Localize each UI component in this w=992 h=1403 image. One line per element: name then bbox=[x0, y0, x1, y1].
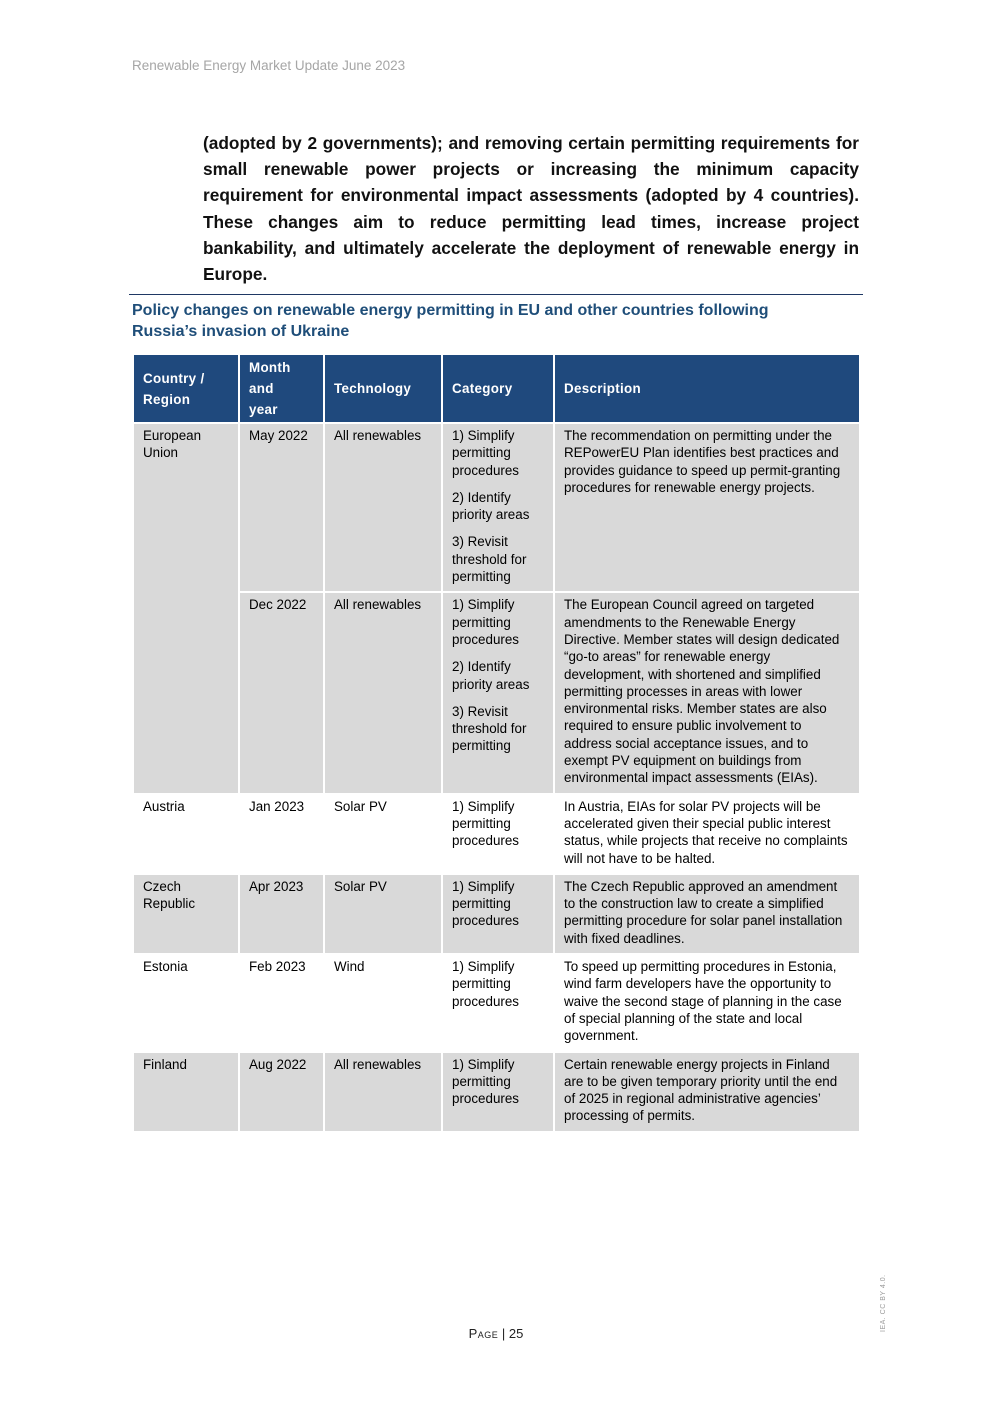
cell-technology: All renewables bbox=[324, 1052, 442, 1132]
header-month-line: Month bbox=[249, 360, 291, 375]
cell-country: Czech Republic bbox=[133, 874, 239, 954]
caption-line-2: Russia’s invasion of Ukraine bbox=[132, 323, 350, 340]
page-label: Page bbox=[468, 1326, 499, 1341]
header-month-line: and bbox=[249, 381, 274, 396]
category-item: 1) Simplify permitting procedures bbox=[452, 878, 519, 929]
header-country-line: Region bbox=[143, 391, 191, 407]
cell-category bbox=[442, 954, 554, 1051]
license-text: IEA. CC BY 4.0. bbox=[880, 1274, 887, 1332]
cell-description: Certain renewable energy projects in Finland are to be given temporary priority until the end of 2025 in regional administrative agencies’ processing of permits. bbox=[554, 1052, 860, 1132]
category-item: 1) Simplify permitting procedures bbox=[452, 428, 519, 478]
header-country bbox=[133, 355, 239, 423]
table-header-row bbox=[133, 355, 860, 423]
table-row bbox=[133, 874, 860, 954]
cell-technology: All renewables bbox=[324, 423, 442, 592]
cell-description: In Austria, EIAs for solar PV projects will be accelerated given their special public interest status, while projects that receive no complaints will not have to be halted. bbox=[554, 794, 860, 874]
category-item: 2) Identify priority areas bbox=[452, 489, 530, 523]
category-item: 1) Simplify permitting procedures bbox=[452, 959, 519, 1009]
cell-category bbox=[442, 874, 554, 954]
caption-line-1: Policy changes on renewable energy permitting in EU and other countries following bbox=[132, 302, 769, 319]
cell-description: The European Council agreed on targeted amendments to the Renewable Energy Directive. Member states will design dedicated “go-to areas” for renewable energy development, with shortened and simplified permitting processes in areas with lower environmental risks. Member states are also required to ensure public involvement to address social acceptance issues, and to exempt PV equipment on buildings from environmental impact assessments (EIAs). bbox=[554, 592, 860, 793]
table-row bbox=[133, 794, 860, 874]
header-category: Category bbox=[442, 355, 554, 423]
page-separator: | bbox=[498, 1326, 509, 1341]
cell-date: Apr 2023 bbox=[239, 874, 324, 954]
header-month-line: year bbox=[249, 402, 278, 417]
cell-country: Austria bbox=[133, 794, 239, 874]
table-row bbox=[133, 592, 860, 793]
header-technology: Technology bbox=[324, 355, 442, 423]
category-item: 1) Simplify permitting procedures bbox=[452, 798, 519, 849]
cell-country: Finland bbox=[133, 1052, 239, 1132]
caption-rule bbox=[129, 294, 863, 295]
cell-date: May 2022 bbox=[239, 423, 324, 592]
cell-technology: All renewables bbox=[324, 592, 442, 793]
license-note bbox=[880, 1272, 892, 1342]
cell-description: The Czech Republic approved an amendment to the construction law to create a simplified permitting procedure for solar panel installation with fixed deadlines. bbox=[554, 874, 860, 954]
cell-country: European Union bbox=[133, 423, 239, 794]
category-item: 3) Revisit threshold for permitting bbox=[452, 534, 527, 585]
cell-country: Estonia bbox=[133, 954, 239, 1051]
header-country-line: Country / bbox=[143, 370, 205, 386]
category-item: 1) Simplify permitting procedures bbox=[452, 597, 519, 647]
header-month-year bbox=[239, 355, 324, 423]
cell-date: Dec 2022 bbox=[239, 592, 324, 793]
header-description: Description bbox=[554, 355, 860, 423]
policy-table bbox=[132, 355, 861, 1133]
category-item: 2) Identify priority areas bbox=[452, 659, 530, 692]
cell-technology: Solar PV bbox=[324, 874, 442, 954]
cell-category bbox=[442, 794, 554, 874]
page-footer bbox=[0, 1326, 992, 1341]
cell-date: Aug 2022 bbox=[239, 1052, 324, 1132]
cell-category bbox=[442, 1052, 554, 1132]
table-row bbox=[133, 1052, 860, 1132]
table-caption bbox=[132, 300, 852, 342]
category-item: 1) Simplify permitting procedures bbox=[452, 1056, 519, 1107]
page-number: 25 bbox=[508, 1326, 524, 1341]
table-row bbox=[133, 423, 860, 592]
category-item: 3) Revisit threshold for permitting bbox=[452, 703, 527, 754]
cell-date: Jan 2023 bbox=[239, 794, 324, 874]
cell-description: To speed up permitting procedures in Estonia, wind farm developers have the opportunity to waive the second stage of planning in the case of special planning of the state and local government. bbox=[554, 954, 860, 1051]
table-row bbox=[133, 954, 860, 1051]
cell-technology: Solar PV bbox=[324, 794, 442, 874]
cell-date: Feb 2023 bbox=[239, 954, 324, 1051]
cell-category bbox=[442, 592, 554, 793]
cell-category bbox=[442, 423, 554, 592]
cell-technology: Wind bbox=[324, 954, 442, 1051]
cell-description: The recommendation on permitting under the REPowerEU Plan identifies best practices and provides guidance to speed up permit-granting procedures for renewable energy projects. bbox=[554, 423, 860, 592]
running-header: Renewable Energy Market Update June 2023 bbox=[132, 58, 406, 73]
body-paragraph: (adopted by 2 governments); and removing certain permitting requirements for small renewable power projects or increasing the minimum capacity requirement for environmental impact assessments (adopted by 4 countries). These changes aim to reduce permitting lead times, increase project bankability, and ultimately accelerate the deployment of renewable energy in Europe. bbox=[203, 133, 859, 285]
